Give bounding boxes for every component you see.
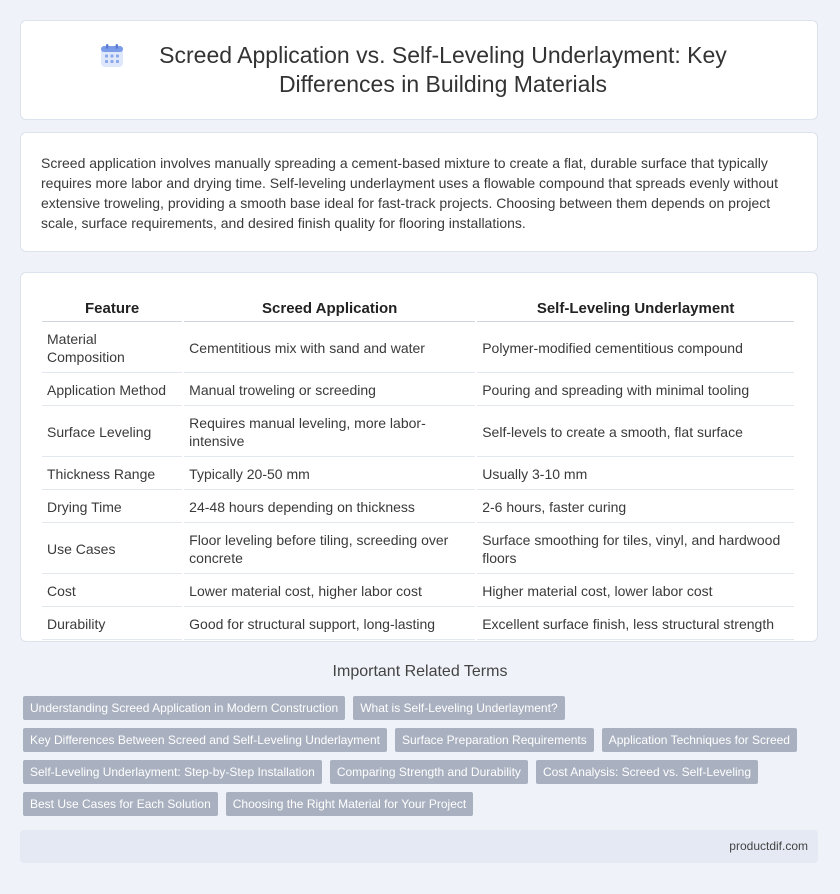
row-screed-cell: Requires manual leveling, more labor-intensive	[184, 408, 475, 457]
row-screed-cell: Lower material cost, higher labor cost	[184, 576, 475, 607]
row-screed-cell: Manual troweling or screeding	[184, 375, 475, 406]
related-terms-list	[23, 696, 823, 824]
row-screed-cell: Typically 20-50 mm	[184, 459, 475, 490]
intro-paragraph: Screed application involves manually spreading a cement-based mixture to create a flat, durable surface that typically requires more labor and drying time. Self-leveling underlayment uses a flowable compound that spreads evenly without extensive troweling, providing a smooth base ideal for fast-track projects. Choosing between them depends on project scale, surface requirements, and desired finish quality for flooring installations.	[41, 155, 778, 231]
row-self-leveling-cell: Polymer-modified cementitious compound	[477, 324, 794, 373]
row-self-leveling-cell: 2-6 hours, faster curing	[477, 492, 794, 523]
table-row	[42, 576, 794, 607]
table-header-row	[42, 295, 794, 322]
comparison-card	[20, 272, 818, 642]
table-row	[42, 609, 794, 640]
row-feature-cell: Surface Leveling	[42, 408, 182, 457]
row-self-leveling-cell: Surface smoothing for tiles, vinyl, and hardwood floors	[477, 525, 794, 574]
row-self-leveling-cell: Self-levels to create a smooth, flat surface	[477, 408, 794, 457]
calendar-icon	[99, 43, 125, 69]
footer-bar	[20, 830, 818, 863]
title-card	[20, 20, 818, 120]
row-feature-cell: Thickness Range	[42, 459, 182, 490]
related-term-tag[interactable]: What is Self-Leveling Underlayment?	[353, 696, 564, 720]
title-wrapper	[99, 41, 739, 99]
row-feature-cell: Use Cases	[42, 525, 182, 574]
related-term-tag[interactable]: Cost Analysis: Screed vs. Self-Leveling	[536, 760, 758, 784]
row-self-leveling-cell: Excellent surface finish, less structural strength	[477, 609, 794, 640]
related-terms-heading: Important Related Terms	[332, 663, 508, 680]
row-self-leveling-cell: Pouring and spreading with minimal tooling	[477, 375, 794, 406]
related-term-tag[interactable]: Comparing Strength and Durability	[330, 760, 528, 784]
related-term-tag[interactable]: Best Use Cases for Each Solution	[23, 792, 218, 816]
table-row	[42, 324, 794, 373]
row-screed-cell: Floor leveling before tiling, screeding over concrete	[184, 525, 475, 574]
header-screed: Screed Application	[184, 295, 475, 322]
row-feature-cell: Durability	[42, 609, 182, 640]
related-term-tag[interactable]: Application Techniques for Screed	[602, 728, 797, 752]
table-row	[42, 525, 794, 574]
related-term-tag[interactable]: Key Differences Between Screed and Self-Leveling Underlayment	[23, 728, 387, 752]
row-self-leveling-cell: Usually 3-10 mm	[477, 459, 794, 490]
related-term-tag[interactable]: Understanding Screed Application in Modern Construction	[23, 696, 345, 720]
intro-card	[20, 132, 818, 252]
row-screed-cell: 24-48 hours depending on thickness	[184, 492, 475, 523]
table-row	[42, 459, 794, 490]
comparison-table	[40, 293, 796, 642]
header-self-leveling: Self-Leveling Underlayment	[477, 295, 794, 322]
row-screed-cell: Cementitious mix with sand and water	[184, 324, 475, 373]
row-feature-cell: Cost	[42, 576, 182, 607]
row-self-leveling-cell: Higher material cost, lower labor cost	[477, 576, 794, 607]
header-feature: Feature	[42, 295, 182, 322]
related-term-tag[interactable]: Self-Leveling Underlayment: Step-by-Step Installation	[23, 760, 322, 784]
related-term-tag[interactable]: Choosing the Right Material for Your Project	[226, 792, 473, 816]
row-feature-cell: Material Composition	[42, 324, 182, 373]
table-row	[42, 492, 794, 523]
table-row	[42, 375, 794, 406]
page-title: Screed Application vs. Self-Leveling Underlayment: Key Differences in Building Materials	[159, 42, 727, 97]
table-row	[42, 408, 794, 457]
row-feature-cell: Application Method	[42, 375, 182, 406]
row-screed-cell: Good for structural support, long-lasting	[184, 609, 475, 640]
related-term-tag[interactable]: Surface Preparation Requirements	[395, 728, 594, 752]
footer-brand[interactable]: productdif.com	[729, 839, 808, 853]
row-feature-cell: Drying Time	[42, 492, 182, 523]
